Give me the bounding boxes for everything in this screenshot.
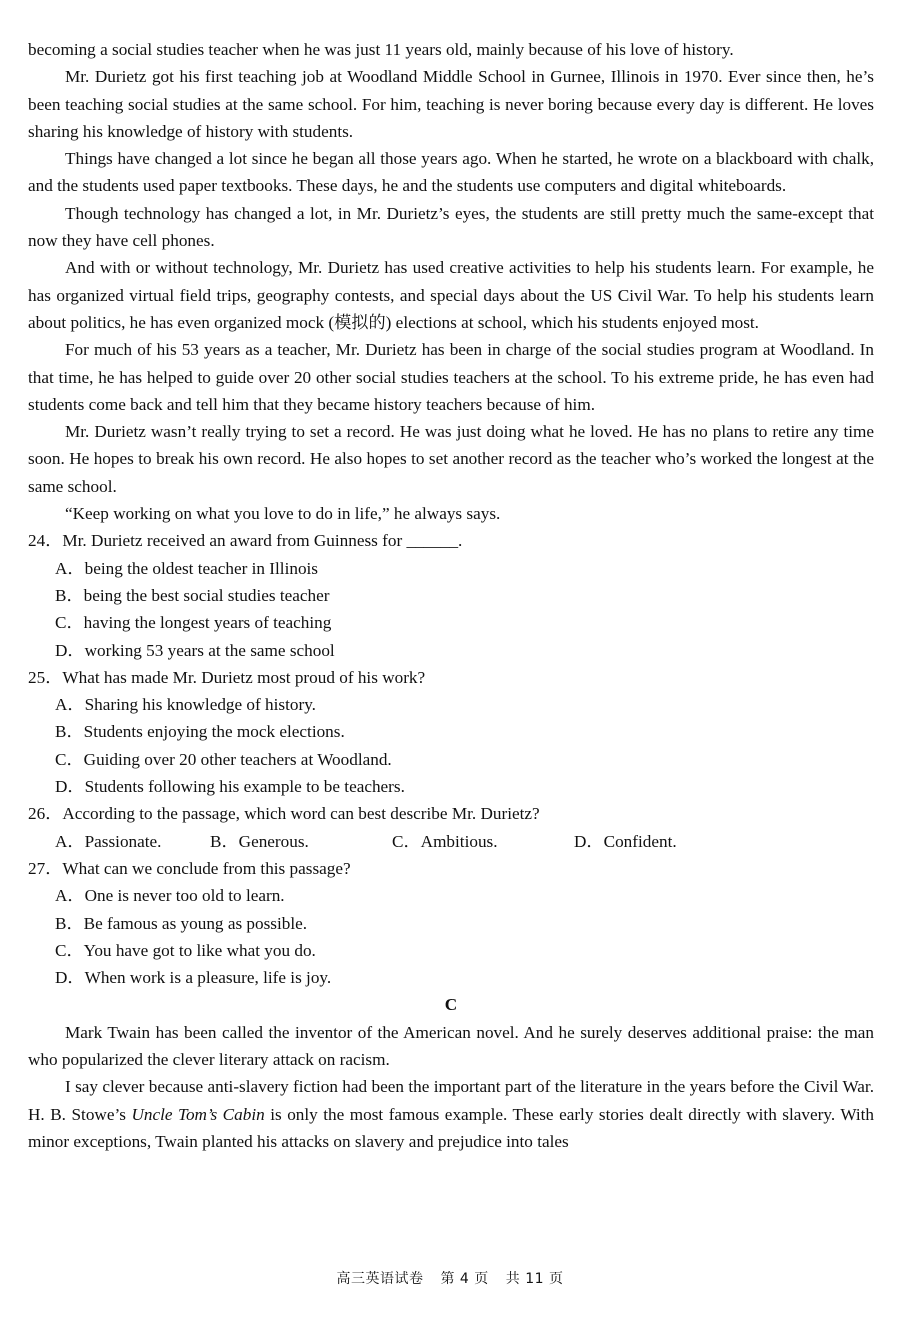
option-c: C．Ambitious. [392, 831, 498, 851]
passage-paragraph: And with or without technology, Mr. Durietz has used creative activities to help his students learn. For example, he has organized virtual field trips, geography contests, and special days about the US Civil War. To help his students learn about politics, he has even organized mock (模拟的) elections at school, which his students enjoyed most. [28, 258, 874, 332]
passage-paragraph: Mark Twain has been called the inventor of the American novel. And he surely deserves additional praise: the man who popularized the clever literary attack on racism. [28, 1022, 874, 1069]
passage-paragraph [28, 1073, 874, 1155]
option-d: D．When work is a pleasure, life is joy. [55, 968, 332, 988]
page-content [28, 36, 874, 1155]
question-24 [28, 527, 874, 663]
option-b: B．Generous. [210, 831, 309, 851]
question-stem: 26．According to the passage, which word can best describe Mr. Durietz? [28, 804, 540, 824]
option-d: D．Students following his example to be teachers. [55, 777, 405, 797]
option-a: A．being the oldest teacher in Illinois [55, 558, 318, 578]
question-27 [28, 855, 874, 991]
passage-paragraph: Though technology has changed a lot, in Mr. Durietz’s eyes, the students are still pretty much the same-except that now they have cell phones. [28, 203, 874, 251]
exam-title: 高三英语试卷 [336, 1271, 424, 1287]
text-run: is only the most famous example. These early stories dealt directly with slavery. With minor exceptions, Twain planted his attacks on slavery and prejudice into tales [28, 1104, 874, 1151]
option-c: C．Guiding over 20 other teachers at Woodland. [55, 749, 392, 769]
page-footer [0, 1268, 900, 1288]
option-c: C．You have got to like what you do. [55, 940, 316, 960]
passage-paragraph: Things have changed a lot since he began all those years ago. When he started, he wrote on a blackboard with chalk, and the students used paper textbooks. These days, he and the students use computers and digital whiteboards. [28, 149, 874, 196]
page-number: 第 4 页 [440, 1271, 489, 1287]
passage-paragraph: becoming a social studies teacher when he was just 11 years old, mainly because of his love of history. [28, 40, 734, 59]
option-b: B．being the best social studies teacher [55, 585, 330, 605]
passage-paragraph: Mr. Durietz got his first teaching job at Woodland Middle School in Gurnee, Illinois in 1970. Ever since then, he’s been teaching social studies at the same school. For him, teaching is never boring because every day is different. He loves sharing his knowledge of history with students. [28, 67, 874, 141]
passage-paragraph: Mr. Durietz wasn’t really trying to set a record. He was just doing what he loved. He has no plans to retire any time soon. He hopes to break his own record. He also hopes to set another record as the teacher who’s worked the longest at the same school. [28, 422, 874, 496]
question-stem: 24．Mr. Durietz received an award from Guinness for ______. [28, 531, 463, 551]
options-row [28, 828, 874, 855]
question-25 [28, 664, 874, 800]
passage-paragraph: “Keep working on what you love to do in life,” he always says. [65, 504, 501, 524]
text-run: I say clever because anti-slavery fiction had been the important part of the literature in the years before the Civil War. H. B. Stowe’s [28, 1077, 874, 1124]
option-b: B．Students enjoying the mock elections. [55, 722, 345, 742]
question-stem: 27．What can we conclude from this passage? [28, 858, 351, 878]
option-c: C．having the longest years of teaching [55, 613, 332, 633]
option-a: A．One is never too old to learn. [55, 886, 285, 906]
option-b: B．Be famous as young as possible. [55, 913, 308, 933]
option-d: D．Confident. [574, 831, 677, 851]
section-heading: C [444, 995, 458, 1015]
book-title: Uncle Tom’s Cabin [131, 1104, 265, 1124]
option-a: A．Sharing his knowledge of history. [55, 695, 316, 715]
question-stem: 25．What has made Mr. Durietz most proud of his work? [28, 667, 426, 687]
passage-paragraph: For much of his 53 years as a teacher, Mr. Durietz has been in charge of the social studies program at Woodland. In that time, he has helped to guide over 20 other social studies teachers at the school. To his extreme pride, he has even had students come back and tell him that they became history teachers because of him. [28, 340, 874, 414]
option-d: D．working 53 years at the same school [55, 640, 335, 660]
page-total: 共 11 页 [505, 1271, 564, 1287]
question-26 [28, 800, 874, 855]
option-a: A．Passionate. [55, 831, 162, 851]
